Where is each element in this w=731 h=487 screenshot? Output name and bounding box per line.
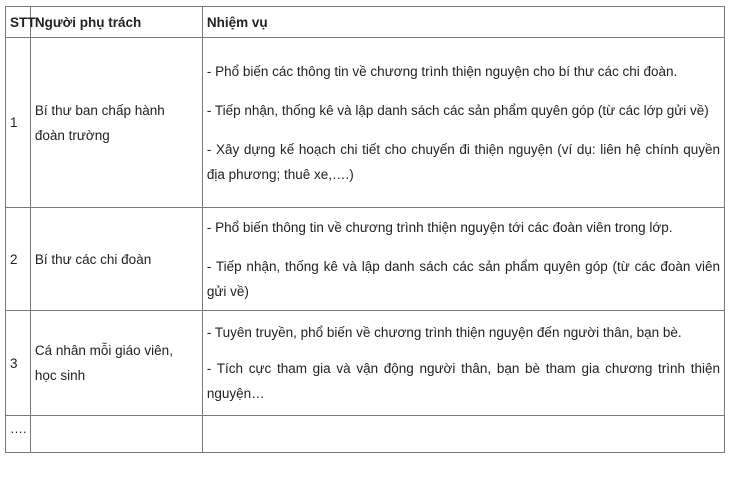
cell-person: Cá nhân mỗi giáo viên, học sinh	[30, 311, 202, 416]
cell-tasks	[202, 208, 724, 311]
task-item: - Tiếp nhận, thống kê và lập danh sách các sản phẩm quyên góp (từ các đoàn viên gửi về)	[206, 258, 720, 299]
table-row	[6, 416, 725, 453]
task-item: - Phổ biến thông tin về chương trình thiện nguyện tới các đoàn viên trong lớp.	[206, 219, 673, 235]
task-item: - Phổ biến các thông tin về chương trình thiện nguyện cho bí thư các chi đoàn.	[206, 63, 678, 79]
task-item: - Tuyên truyền, phổ biến về chương trình thiện nguyện đến người thân, bạn bè.	[206, 325, 682, 340]
cell-person	[30, 416, 202, 453]
cell-person: Bí thư ban chấp hành đoàn trường	[30, 38, 202, 208]
cell-person: Bí thư các chi đoàn	[30, 208, 202, 311]
header-tasks: Nhiệm vụ	[202, 7, 724, 38]
task-item: - Xây dựng kế hoạch chi tiết cho chuyến đi thiện nguyện (ví dụ: liên hệ chính quyền địa phương; thuê xe,….)	[206, 141, 720, 182]
table-row	[6, 208, 725, 311]
table-header-row	[6, 7, 725, 38]
cell-stt: ….	[6, 416, 31, 453]
cell-stt: 2	[6, 208, 31, 311]
task-item: - Tiếp nhận, thống kê và lập danh sách các sản phẩm quyên góp (từ các lớp gửi về)	[206, 102, 709, 118]
responsibility-table	[5, 6, 725, 453]
task-item: - Tích cực tham gia và vận động người thân, bạn bè tham gia chương trình thiện nguyện…	[206, 361, 720, 401]
cell-stt: 1	[6, 38, 31, 208]
table-row	[6, 311, 725, 416]
cell-tasks	[202, 416, 724, 453]
header-stt: STT	[6, 7, 31, 38]
cell-tasks	[202, 38, 724, 208]
header-person-in-charge: Người phụ trách	[30, 7, 202, 38]
cell-tasks	[202, 311, 724, 416]
cell-stt: 3	[6, 311, 31, 416]
table-row	[6, 38, 725, 208]
